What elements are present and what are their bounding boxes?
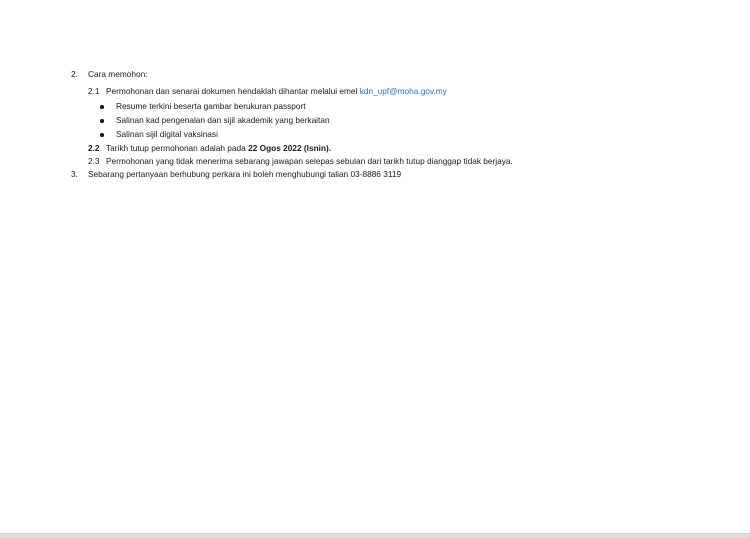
bullet-item-resume: Resume terkini beserta gambar berukuran passport xyxy=(116,101,306,111)
section-3-text: Sebarang pertanyaan berhubung perkara ini boleh menghubungi talian 03-8886 3119 xyxy=(88,169,402,179)
section-2-heading-text: Cara memohon: xyxy=(88,69,148,79)
subsection-2-2-number: 2.2 xyxy=(88,143,100,153)
bullet-icon xyxy=(100,105,104,109)
section-3 xyxy=(71,169,401,180)
page-bottom-edge xyxy=(0,534,750,538)
subsection-2-2 xyxy=(88,143,331,154)
bullet-icon xyxy=(100,119,104,123)
subsection-2-2-text: Tarikh tutup permohonan adalah pada xyxy=(106,143,246,153)
bullet-item-ic-cert: Salinan kad pengenalan dan sijil akademik yang berkaitan xyxy=(116,115,330,125)
subsection-2-1-number: 2.1 xyxy=(88,86,100,96)
email-link[interactable]: kdn_upf@moha.gov.my xyxy=(359,86,447,96)
bullet-icon xyxy=(100,133,104,137)
subsection-2-1-text: Permohonan dan senarai dokumen hendaklah dihantar melalui emel xyxy=(106,86,358,96)
section-3-number: 3. xyxy=(71,169,78,179)
section-2-number: 2. xyxy=(71,69,78,79)
closing-date: 22 Ogos 2022 (Isnin). xyxy=(248,143,332,153)
subsection-2-3 xyxy=(88,156,513,167)
section-2-heading xyxy=(71,69,148,80)
subsection-2-3-text: Permohonan yang tidak menerima sebarang jawapan selepas sebulan dari tarikh tutup dianggap tidak berjaya. xyxy=(106,156,513,166)
subsection-2-3-number: 2.3 xyxy=(88,156,100,166)
subsection-2-1 xyxy=(88,86,447,97)
bullet-item-vaccine-cert: Salinan sijil digital vaksinasi xyxy=(116,129,218,139)
